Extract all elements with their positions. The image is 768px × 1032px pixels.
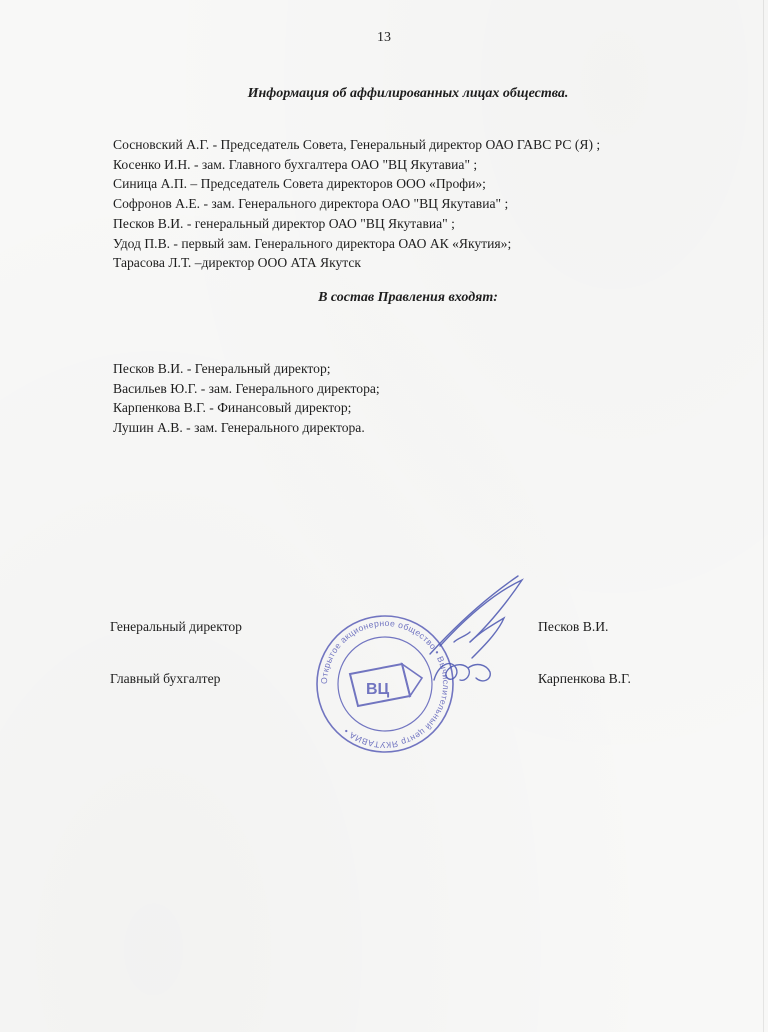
seal-logo-text: ВЦ (366, 681, 390, 698)
accountant-name: Карпенкова В.Г. (538, 671, 631, 686)
accountant-title: Главный бухгалтер (110, 671, 221, 686)
list-item: Синица А.П. – Председатель Совета директоров ООО «Профи»; (113, 176, 486, 192)
board-heading: В состав Правления входят: (318, 290, 498, 305)
list-item: Васильев Ю.Г. - зам. Генерального директора; (113, 380, 380, 396)
list-item: Косенко И.Н. - зам. Главного бухгалтера ОАО "ВЦ Якутавиа" ; (113, 156, 478, 172)
list-item: Сосновский А.Г. - Председатель Совета, Генеральный директор ОАО ГАВС РС (Я) ; (113, 137, 601, 152)
list-item: Лушин А.В. - зам. Генерального директора. (113, 420, 365, 436)
list-item: Песков В.И. - Генеральный директор; (113, 361, 331, 376)
list-item: Карпенкова В.Г. - Финансовый директор; (113, 400, 352, 416)
board-list (113, 359, 380, 438)
page-number: 13 (377, 30, 391, 45)
director-title: Генеральный директор (110, 619, 242, 634)
seal-ring-text-path: Открытое акционерное общество • Вычислительный центр ЯКУТАВИА • (318, 617, 452, 751)
list-item: Тарасова Л.Т. –директор ООО АТА Якутск (113, 255, 362, 271)
affiliates-heading: Информация об аффилированных лицах общества. (247, 86, 569, 101)
list-item: Удод П.В. - первый зам. Генерального директора ОАО АК «Якутия»; (113, 235, 512, 251)
affiliates-list (113, 135, 600, 273)
list-item: Песков В.И. - генеральный директор ОАО "ВЦ Якутавиа" ; (113, 215, 455, 231)
list-item: Софронов А.Е. - зам. Генерального директора ОАО "ВЦ Якутавиа" ; (113, 196, 509, 212)
director-name: Песков В.И. (538, 619, 609, 634)
scan-edge-line (763, 0, 764, 1032)
handwritten-signature (410, 572, 540, 702)
